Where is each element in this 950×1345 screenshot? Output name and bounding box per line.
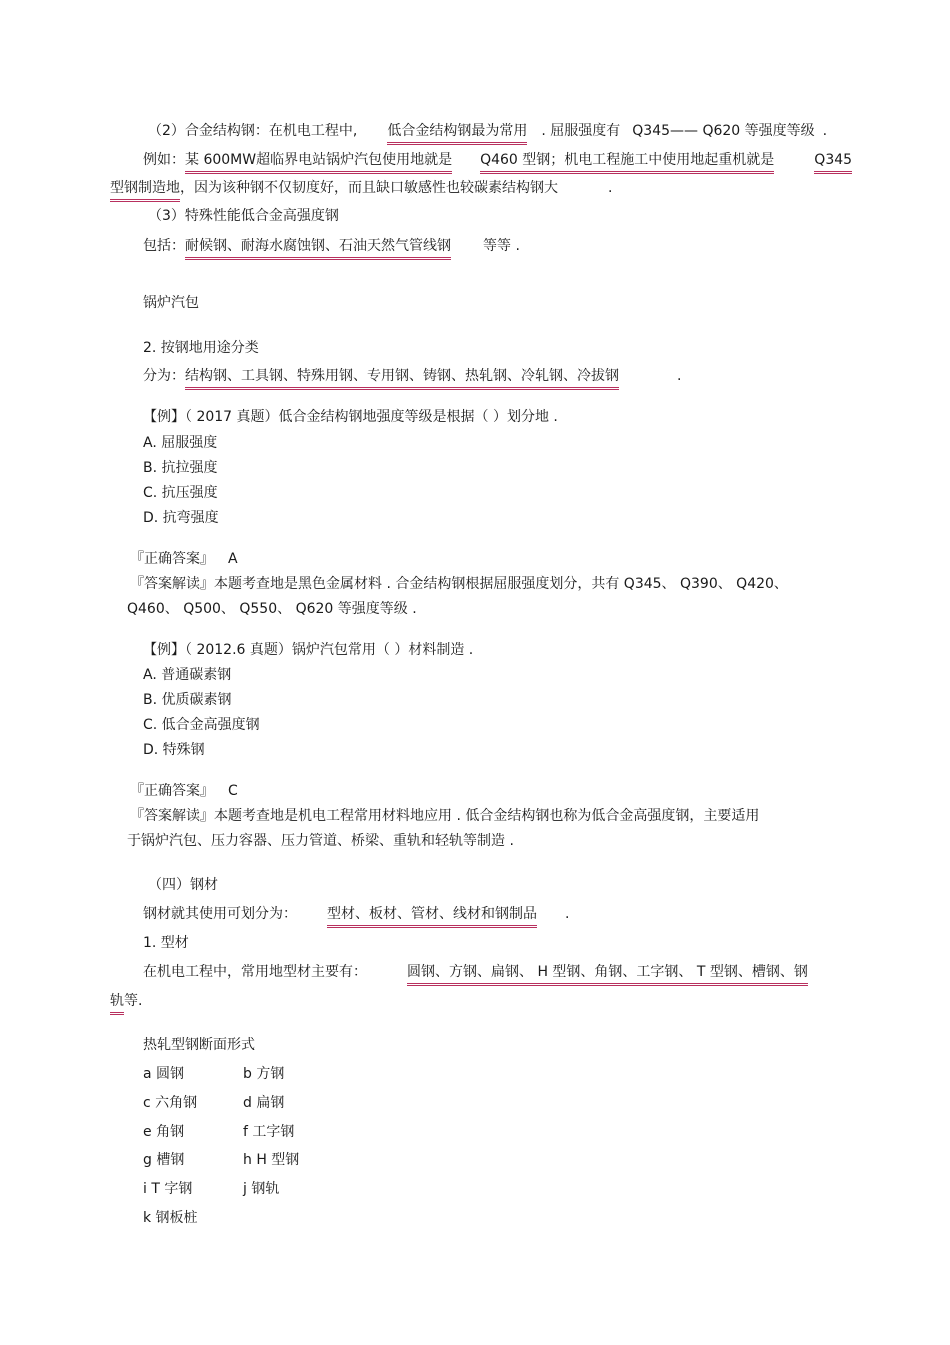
key-phrase: 耐候钢、耐海水腐蚀钢、石油天然气管线钢 [185,238,451,254]
option-c: C. 低合金高强度钢 [143,717,260,733]
correct-answer: 『正确答案』 A [130,551,238,567]
key-phrase: Q460 型钢；机电工程施工中使用地起重机就是 [480,152,775,168]
list-item: e 角钢 [143,1124,185,1140]
correct-answer: 『正确答案』 C [130,783,238,799]
option-d: D. 特殊钢 [143,742,205,758]
list-title: 热轧型钢断面形式 [143,1037,255,1053]
key-phrase: 型钢制造地 [110,180,180,196]
list-item: k 钢板桩 [143,1210,198,1226]
list-item: j 钢轨 [243,1181,280,1197]
key-phrase: 低合金结构钢最为常用 [387,123,528,139]
key-phrase: 圆钢、方钢、扁钢、 H 型钢、角钢、工字钢、 T 型钢、槽钢、钢 [407,964,808,980]
usage-line: 分为：结构钢、工具钢、特殊用钢、专用钢、铸钢、热轧钢、冷轧钢、冷拔钢 . [143,368,682,384]
alloy-steel-line: （2）合金结构钢：在机电工程中, 低合金结构钢最为常用 . 屈服强度有 Q345—— Q620 等强度等级 . [148,123,828,139]
answer-explanation: 『答案解读』本题考查地是黑色金属材料 . 合金结构钢根据屈服强度划分，共有 Q345、 Q390、 Q420、 [130,576,788,592]
option-a: A. 普通碳素钢 [143,667,232,683]
question-stem: 【例】（ 2012.6 真题）锅炉汽包常用（ ）材料制造 . [143,642,474,658]
list-item: d 扁钢 [243,1095,285,1111]
question-stem: 【例】（ 2017 真题）低合金结构钢地强度等级是根据（ ）划分地 . [143,409,558,425]
key-phrase: 轨 [110,993,124,1009]
list-item: a 圆钢 [143,1066,185,1082]
list-item: h H 型钢 [243,1152,300,1168]
list-item: i T 字钢 [143,1181,193,1197]
option-b: B. 优质碳素钢 [143,692,232,708]
list-item: f 工字钢 [243,1124,295,1140]
special-steel-line: 包括：耐候钢、耐海水腐蚀钢、石油天然气管线钢 等等 . [143,238,520,254]
option-d: D. 抗弯强度 [143,510,219,526]
profiles-heading: 1. 型材 [143,935,189,951]
section-heading: （四）钢材 [148,877,218,893]
image-caption: 锅炉汽包 [143,295,199,311]
option-b: B. 抗拉强度 [143,460,218,476]
list-item: c 六角钢 [143,1095,198,1111]
profiles-line: 在机电工程中，常用地型材主要有： 圆钢、方钢、扁钢、 H 型钢、角钢、工字钢、 T 型钢、槽钢、钢 [143,964,808,980]
steel-products-line: 钢材就其使用可划分为： 型材、板材、管材、线材和钢制品 . [143,906,570,922]
key-phrase: Q345 [814,152,853,168]
special-steel-heading: （3）特殊性能低合金高强度钢 [148,208,339,224]
key-phrase: 结构钢、工具钢、特殊用钢、专用钢、铸钢、热轧钢、冷轧钢、冷拔钢 [185,368,619,384]
answer-explanation-cont: Q460、 Q500、 Q550、 Q620 等强度等级 . [127,601,417,617]
usage-heading: 2. 按钢地用途分类 [143,340,259,356]
option-a: A. 屈服强度 [143,435,218,451]
list-item: g 槽钢 [143,1152,185,1168]
answer-explanation: 『答案解读』本题考查地是机电工程常用材料地应用 . 低合金结构钢也称为低合金高强度钢，主要适用 [130,808,760,824]
option-c: C. 抗压强度 [143,485,218,501]
key-phrase: 型材、板材、管材、线材和钢制品 [327,906,537,922]
example-line-cont: 型钢制造地，因为该种钢不仅韧度好，而且缺口敏感性也较碳素结构钢大 . [110,180,613,196]
key-phrase: 某 600MW超临界电站锅炉汽包使用地就是 [185,152,453,168]
example-line: 例如：某 600MW超临界电站锅炉汽包使用地就是 Q460 型钢；机电工程施工中使用地起重机就是 Q345 [143,152,853,168]
list-item: b 方钢 [243,1066,285,1082]
profiles-line-cont: 轨等. [110,993,143,1009]
answer-explanation-cont: 于锅炉汽包、压力容器、压力管道、桥梁、重轨和轻轨等制造 . [127,833,514,849]
